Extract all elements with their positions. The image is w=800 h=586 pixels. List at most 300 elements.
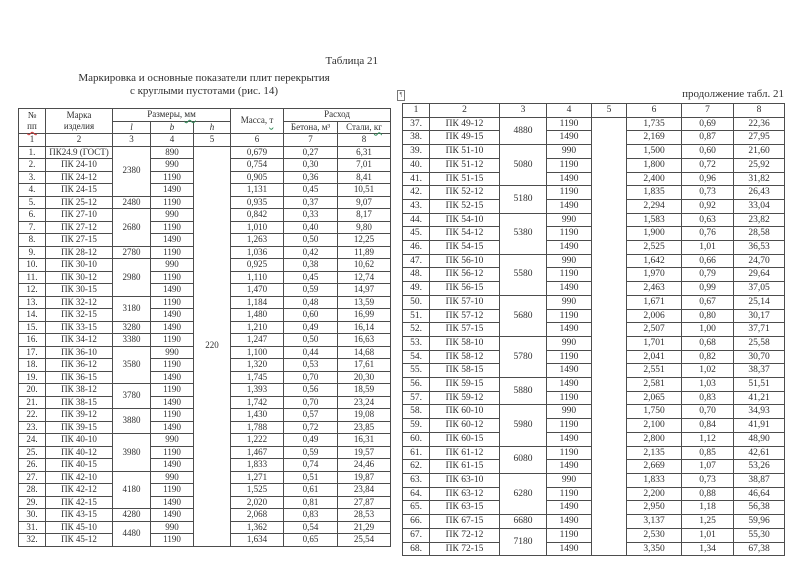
cell-concrete: 0,50 xyxy=(284,234,338,247)
cell-length-l: 7180 xyxy=(500,528,547,555)
cell-row-number: 49. xyxy=(403,282,430,296)
cell-mass: 1,271 xyxy=(231,471,284,484)
cell-steel: 27,87 xyxy=(338,496,391,509)
cell-mass: 2,020 xyxy=(231,496,284,509)
cell-steel: 41,21 xyxy=(734,391,785,405)
cell-concrete: 0,83 xyxy=(682,391,734,405)
cell-mark: ПК24.9 (ГОСТ) xyxy=(46,146,113,159)
cell-concrete: 0,49 xyxy=(284,321,338,334)
cell-width-b: 1490 xyxy=(151,396,194,409)
cell-steel: 42,61 xyxy=(734,446,785,460)
column-number: 6 xyxy=(231,134,284,147)
cell-row-number: 59. xyxy=(403,419,430,433)
cell-mark: ПК 57-15 xyxy=(430,323,500,337)
cell-row-number: 46. xyxy=(403,241,430,255)
cell-steel: 37,05 xyxy=(734,282,785,296)
cell-mark: ПК 42-15 xyxy=(46,496,113,509)
cell-width-b: 1490 xyxy=(151,459,194,472)
cell-mass: 2,950 xyxy=(627,501,682,515)
cell-mass: 3,350 xyxy=(627,542,682,556)
column-number: 5 xyxy=(592,104,627,118)
cell-length-l: 4180 xyxy=(113,471,151,509)
cell-steel: 14,68 xyxy=(338,346,391,359)
cell-mass: 1,671 xyxy=(627,295,682,309)
cell-mark: ПК 52-15 xyxy=(430,199,500,213)
cell-mark: ПК 36-12 xyxy=(46,359,113,372)
cell-steel: 23,85 xyxy=(338,421,391,434)
cell-length-l: 5880 xyxy=(500,378,547,405)
cell-mark: ПК 61-15 xyxy=(430,460,500,474)
cell-row-number: 8. xyxy=(19,234,46,247)
cell-steel: 8,17 xyxy=(338,209,391,222)
cell-mass: 1,263 xyxy=(231,234,284,247)
cell-length-l: 4880 xyxy=(500,117,547,144)
column-number: 8 xyxy=(338,134,391,147)
cell-length-l: 5580 xyxy=(500,254,547,295)
cell-mass: 1,788 xyxy=(231,421,284,434)
cell-mark: ПК 58-12 xyxy=(430,350,500,364)
cell-mass: 1,010 xyxy=(231,221,284,234)
cell-mass: 0,905 xyxy=(231,171,284,184)
cell-mark: ПК 30-10 xyxy=(46,259,113,272)
cell-steel: 16,31 xyxy=(338,434,391,447)
column-number: 2 xyxy=(46,134,113,147)
cell-row-number: 63. xyxy=(403,473,430,487)
cell-row-number: 67. xyxy=(403,528,430,542)
cell-mass: 1,642 xyxy=(627,254,682,268)
cell-mark: ПК 32-15 xyxy=(46,309,113,322)
cell-width-b: 1490 xyxy=(547,199,592,213)
cell-mass: 1,750 xyxy=(627,405,682,419)
cell-mass: 1,036 xyxy=(231,246,284,259)
cell-concrete: 0,53 xyxy=(284,359,338,372)
cell-length-l: 3180 xyxy=(113,296,151,321)
cell-mark: ПК 34-12 xyxy=(46,334,113,347)
cell-mark: ПК 42-12 xyxy=(46,484,113,497)
cell-row-number: 62. xyxy=(403,460,430,474)
cell-mark: ПК 60-12 xyxy=(430,419,500,433)
cell-concrete: 0,69 xyxy=(682,117,734,131)
cell-concrete: 0,42 xyxy=(284,246,338,259)
cell-length-l: 3280 xyxy=(113,321,151,334)
cell-mass: 0,754 xyxy=(231,159,284,172)
cell-width-b: 990 xyxy=(547,145,592,159)
cell-mark: ПК 45-12 xyxy=(46,534,113,547)
cell-width-b: 1490 xyxy=(151,371,194,384)
cell-width-b: 1190 xyxy=(547,487,592,501)
cell-width-b: 990 xyxy=(547,473,592,487)
cell-mass: 1,800 xyxy=(627,158,682,172)
cell-mark: ПК 40-15 xyxy=(46,459,113,472)
cell-width-b: 1190 xyxy=(547,391,592,405)
cell-width-b: 1490 xyxy=(151,509,194,522)
cell-mass: 2,551 xyxy=(627,364,682,378)
cell-mass: 1,393 xyxy=(231,384,284,397)
cell-length-l: 5080 xyxy=(500,145,547,186)
cell-concrete: 1,34 xyxy=(682,542,734,556)
cell-concrete: 0,76 xyxy=(682,227,734,241)
cell-mark: ПК 54-15 xyxy=(430,241,500,255)
cell-concrete: 1,01 xyxy=(682,241,734,255)
cell-steel: 6,31 xyxy=(338,146,391,159)
cell-width-b: 1190 xyxy=(547,350,592,364)
cell-concrete: 0,60 xyxy=(682,145,734,159)
cell-length-l: 4280 xyxy=(113,509,151,522)
cell-steel: 22,36 xyxy=(734,117,785,131)
cell-width-b: 990 xyxy=(547,336,592,350)
cell-steel: 56,38 xyxy=(734,501,785,515)
cell-mass: 2,041 xyxy=(627,350,682,364)
cell-length-l: 3880 xyxy=(113,409,151,434)
cell-concrete: 0,87 xyxy=(682,131,734,145)
cell-steel: 29,64 xyxy=(734,268,785,282)
cell-mass: 2,068 xyxy=(231,509,284,522)
cell-mark: ПК 63-12 xyxy=(430,487,500,501)
cell-steel: 16,63 xyxy=(338,334,391,347)
cell-mark: ПК 43-15 xyxy=(46,509,113,522)
cell-mass: 1,131 xyxy=(231,184,284,197)
cell-concrete: 0,65 xyxy=(284,534,338,547)
cell-length-l: 3580 xyxy=(113,346,151,384)
header-mark: Марка изделия xyxy=(46,109,113,134)
cell-mark: ПК 54-10 xyxy=(430,213,500,227)
cell-width-b: 1490 xyxy=(151,284,194,297)
cell-mass: 1,184 xyxy=(231,296,284,309)
cell-steel: 19,87 xyxy=(338,471,391,484)
cell-concrete: 0,88 xyxy=(682,487,734,501)
cell-row-number: 21. xyxy=(19,396,46,409)
cell-length-l: 3780 xyxy=(113,384,151,409)
column-number: 3 xyxy=(113,134,151,147)
cell-row-number: 24. xyxy=(19,434,46,447)
cell-concrete: 0,40 xyxy=(284,221,338,234)
cell-mass: 1,467 xyxy=(231,446,284,459)
cell-steel: 31,82 xyxy=(734,172,785,186)
cell-width-b: 1190 xyxy=(151,171,194,184)
cell-mass: 2,135 xyxy=(627,446,682,460)
cell-steel: 10,62 xyxy=(338,259,391,272)
cell-steel: 16,14 xyxy=(338,321,391,334)
cell-width-b: 1490 xyxy=(547,460,592,474)
cell-concrete: 0,61 xyxy=(284,484,338,497)
cell-mark: ПК 51-15 xyxy=(430,172,500,186)
cell-steel: 30,70 xyxy=(734,350,785,364)
cell-concrete: 0,72 xyxy=(682,158,734,172)
cell-steel: 10,51 xyxy=(338,184,391,197)
cell-steel: 12,25 xyxy=(338,234,391,247)
cell-width-b: 1490 xyxy=(547,542,592,556)
cell-width-b: 1190 xyxy=(547,117,592,131)
cell-mass: 0,679 xyxy=(231,146,284,159)
cell-row-number: 52. xyxy=(403,323,430,337)
cell-concrete: 1,00 xyxy=(682,323,734,337)
table-caption: Таблица 21 xyxy=(325,55,378,67)
slabs-table-right xyxy=(402,103,785,556)
cell-row-number: 3. xyxy=(19,171,46,184)
cell-mark: ПК 30-12 xyxy=(46,271,113,284)
cell-concrete: 0,36 xyxy=(284,171,338,184)
cell-row-number: 25. xyxy=(19,446,46,459)
cell-mass: 2,581 xyxy=(627,378,682,392)
cell-mass: 2,100 xyxy=(627,419,682,433)
header-dim-b: b xyxy=(151,121,194,134)
cell-concrete: 0,68 xyxy=(682,336,734,350)
cell-concrete: 0,67 xyxy=(682,295,734,309)
cell-steel: 37,71 xyxy=(734,323,785,337)
cell-steel: 19,08 xyxy=(338,409,391,422)
cell-row-number: 26. xyxy=(19,459,46,472)
cell-steel: 46,64 xyxy=(734,487,785,501)
cell-concrete: 0,79 xyxy=(682,268,734,282)
cell-steel: 33,04 xyxy=(734,199,785,213)
cell-mass: 1,430 xyxy=(231,409,284,422)
cell-width-b: 990 xyxy=(151,471,194,484)
cell-mark: ПК 38-12 xyxy=(46,384,113,397)
cell-row-number: 42. xyxy=(403,186,430,200)
cell-mark: ПК 57-10 xyxy=(430,295,500,309)
cell-steel: 24,70 xyxy=(734,254,785,268)
cell-mark: ПК 59-12 xyxy=(430,391,500,405)
cell-length-l: 6680 xyxy=(500,515,547,529)
cell-row-number: 50. xyxy=(403,295,430,309)
cell-row-number: 12. xyxy=(19,284,46,297)
cell-row-number: 27. xyxy=(19,471,46,484)
cell-row-number: 17. xyxy=(19,346,46,359)
cell-mass: 1,320 xyxy=(231,359,284,372)
header-sizes: Размеры, мм xyxy=(113,109,231,122)
header-dim-l: l xyxy=(113,121,151,134)
table-page-right xyxy=(397,88,784,556)
cell-steel: 48,90 xyxy=(734,432,785,446)
cell-mark: ПК 42-10 xyxy=(46,471,113,484)
cell-width-b: 1190 xyxy=(547,419,592,433)
cell-concrete: 0,30 xyxy=(284,159,338,172)
cell-concrete: 0,59 xyxy=(284,284,338,297)
cell-width-b: 1190 xyxy=(151,534,194,547)
cell-steel: 55,30 xyxy=(734,528,785,542)
cell-steel: 17,61 xyxy=(338,359,391,372)
cell-concrete: 0,63 xyxy=(682,213,734,227)
cell-steel: 24,46 xyxy=(338,459,391,472)
cell-length-l: 5180 xyxy=(500,186,547,213)
cell-mark: ПК 40-10 xyxy=(46,434,113,447)
table-row xyxy=(403,117,785,131)
cell-row-number: 16. xyxy=(19,334,46,347)
cell-mark: ПК 58-10 xyxy=(430,336,500,350)
cell-mass: 2,669 xyxy=(627,460,682,474)
column-number: 6 xyxy=(627,104,682,118)
cell-mass: 1,583 xyxy=(627,213,682,227)
cell-mass: 0,925 xyxy=(231,259,284,272)
cell-steel: 9,80 xyxy=(338,221,391,234)
cell-concrete: 1,12 xyxy=(682,432,734,446)
cell-mark: ПК 39-12 xyxy=(46,409,113,422)
cell-row-number: 5. xyxy=(19,196,46,209)
cell-mass: 1,745 xyxy=(231,371,284,384)
cell-row-number: 58. xyxy=(403,405,430,419)
header-mass: Масса, т xyxy=(231,109,284,134)
cell-steel: 19,57 xyxy=(338,446,391,459)
cell-mark: ПК 39-15 xyxy=(46,421,113,434)
cell-width-b: 990 xyxy=(151,346,194,359)
cell-row-number: 64. xyxy=(403,487,430,501)
cell-length-l: 2980 xyxy=(113,259,151,297)
column-number: 1 xyxy=(403,104,430,118)
cell-concrete: 0,73 xyxy=(682,473,734,487)
cell-concrete: 0,80 xyxy=(682,309,734,323)
cell-width-b: 1490 xyxy=(151,321,194,334)
cell-width-b: 990 xyxy=(547,213,592,227)
cell-row-number: 39. xyxy=(403,145,430,159)
cell-length-l: 3980 xyxy=(113,434,151,472)
header-concrete: Бетона, м³ xyxy=(284,121,338,134)
cell-row-number: 57. xyxy=(403,391,430,405)
cell-row-number: 13. xyxy=(19,296,46,309)
cell-row-number: 53. xyxy=(403,336,430,350)
cell-mass: 1,222 xyxy=(231,434,284,447)
cell-concrete: 0,70 xyxy=(284,371,338,384)
cell-width-b: 990 xyxy=(151,209,194,222)
cell-width-b: 1490 xyxy=(547,241,592,255)
cell-mass: 1,735 xyxy=(627,117,682,131)
cell-concrete: 0,60 xyxy=(284,309,338,322)
cell-width-b: 1190 xyxy=(151,334,194,347)
cell-steel: 7,01 xyxy=(338,159,391,172)
cell-mass: 2,006 xyxy=(627,309,682,323)
cell-steel: 25,58 xyxy=(734,336,785,350)
cell-row-number: 55. xyxy=(403,364,430,378)
cell-width-b: 990 xyxy=(547,254,592,268)
cell-concrete: 0,96 xyxy=(682,172,734,186)
cell-width-b: 1190 xyxy=(151,409,194,422)
cell-mark: ПК 28-12 xyxy=(46,246,113,259)
cell-row-number: 15. xyxy=(19,321,46,334)
cell-row-number: 56. xyxy=(403,378,430,392)
cell-concrete: 1,18 xyxy=(682,501,734,515)
cell-mark: ПК 51-12 xyxy=(430,158,500,172)
cell-row-number: 61. xyxy=(403,446,430,460)
cell-concrete: 0,45 xyxy=(284,184,338,197)
cell-row-number: 54. xyxy=(403,350,430,364)
cell-length-l: 2780 xyxy=(113,246,151,259)
cell-row-number: 4. xyxy=(19,184,46,197)
anchor-mark-icon: ¶ xyxy=(397,90,405,101)
cell-width-b: 1190 xyxy=(547,446,592,460)
cell-concrete: 0,37 xyxy=(284,196,338,209)
cell-steel: 27,95 xyxy=(734,131,785,145)
cell-concrete: 0,73 xyxy=(682,186,734,200)
cell-row-number: 48. xyxy=(403,268,430,282)
cell-concrete: 0,51 xyxy=(284,471,338,484)
cell-steel: 25,54 xyxy=(338,534,391,547)
cell-concrete: 0,50 xyxy=(284,334,338,347)
cell-row-number: 31. xyxy=(19,521,46,534)
cell-steel: 21,60 xyxy=(734,145,785,159)
cell-mass: 2,400 xyxy=(627,172,682,186)
cell-mass: 2,294 xyxy=(627,199,682,213)
cell-length-l: 5980 xyxy=(500,405,547,446)
cell-mass: 1,210 xyxy=(231,321,284,334)
cell-mark: ПК 45-10 xyxy=(46,521,113,534)
cell-width-b: 1490 xyxy=(151,234,194,247)
cell-mark: ПК 59-15 xyxy=(430,378,500,392)
cell-concrete: 0,92 xyxy=(682,199,734,213)
cell-mass: 2,800 xyxy=(627,432,682,446)
header-row-number: № пп xyxy=(19,109,46,134)
cell-concrete: 0,54 xyxy=(284,521,338,534)
cell-concrete: 0,85 xyxy=(682,446,734,460)
cell-mass: 2,507 xyxy=(627,323,682,337)
cell-row-number: 2. xyxy=(19,159,46,172)
cell-row-number: 38. xyxy=(403,131,430,145)
cell-length-l: 5680 xyxy=(500,295,547,336)
cell-steel: 26,43 xyxy=(734,186,785,200)
cell-length-l: 2380 xyxy=(113,146,151,196)
cell-steel: 51,51 xyxy=(734,378,785,392)
cell-concrete: 1,25 xyxy=(682,515,734,529)
cell-width-b: 1190 xyxy=(547,528,592,542)
cell-row-number: 40. xyxy=(403,158,430,172)
cell-steel: 16,99 xyxy=(338,309,391,322)
cell-steel: 23,82 xyxy=(734,213,785,227)
cell-mark: ПК 27-10 xyxy=(46,209,113,222)
slabs-table-left xyxy=(18,108,391,547)
cell-mass: 1,525 xyxy=(231,484,284,497)
cell-row-number: 37. xyxy=(403,117,430,131)
cell-concrete: 0,70 xyxy=(284,396,338,409)
cell-width-b: 1490 xyxy=(151,184,194,197)
cell-steel: 9,07 xyxy=(338,196,391,209)
cell-length-l: 2680 xyxy=(113,209,151,247)
cell-width-b: 1490 xyxy=(547,364,592,378)
cell-row-number: 66. xyxy=(403,515,430,529)
table-page-left xyxy=(18,55,390,544)
cell-width-b: 1190 xyxy=(151,196,194,209)
cell-steel: 18,59 xyxy=(338,384,391,397)
cell-width-b: 990 xyxy=(151,434,194,447)
cell-mass: 0,935 xyxy=(231,196,284,209)
table-title-line1: Маркировка и основные показатели плит перекрытия xyxy=(78,72,330,84)
cell-row-number: 22. xyxy=(19,409,46,422)
cell-mark: ПК 60-15 xyxy=(430,432,500,446)
cell-width-b: 1190 xyxy=(151,359,194,372)
cell-mass: 1,100 xyxy=(231,346,284,359)
cell-steel: 28,58 xyxy=(734,227,785,241)
column-number: 4 xyxy=(151,134,194,147)
cell-row-number: 9. xyxy=(19,246,46,259)
cell-mass: 1,742 xyxy=(231,396,284,409)
cell-width-b: 1190 xyxy=(547,227,592,241)
cell-concrete: 0,70 xyxy=(682,405,734,419)
column-number: 7 xyxy=(284,134,338,147)
cell-row-number: 19. xyxy=(19,371,46,384)
cell-mass: 1,362 xyxy=(231,521,284,534)
cell-mark: ПК 67-15 xyxy=(430,515,500,529)
cell-length-l: 5380 xyxy=(500,213,547,254)
cell-row-number: 45. xyxy=(403,227,430,241)
column-number-row xyxy=(403,104,785,118)
cell-concrete: 0,49 xyxy=(284,434,338,447)
cell-mark: ПК 24-12 xyxy=(46,171,113,184)
cell-width-b: 990 xyxy=(547,405,592,419)
cell-width-b: 1190 xyxy=(151,484,194,497)
cell-row-number: 41. xyxy=(403,172,430,186)
header-steel: Стали, кг xyxy=(338,121,391,134)
cell-width-b: 1490 xyxy=(547,131,592,145)
cell-steel: 38,37 xyxy=(734,364,785,378)
cell-width-b: 1190 xyxy=(547,268,592,282)
cell-row-number: 51. xyxy=(403,309,430,323)
